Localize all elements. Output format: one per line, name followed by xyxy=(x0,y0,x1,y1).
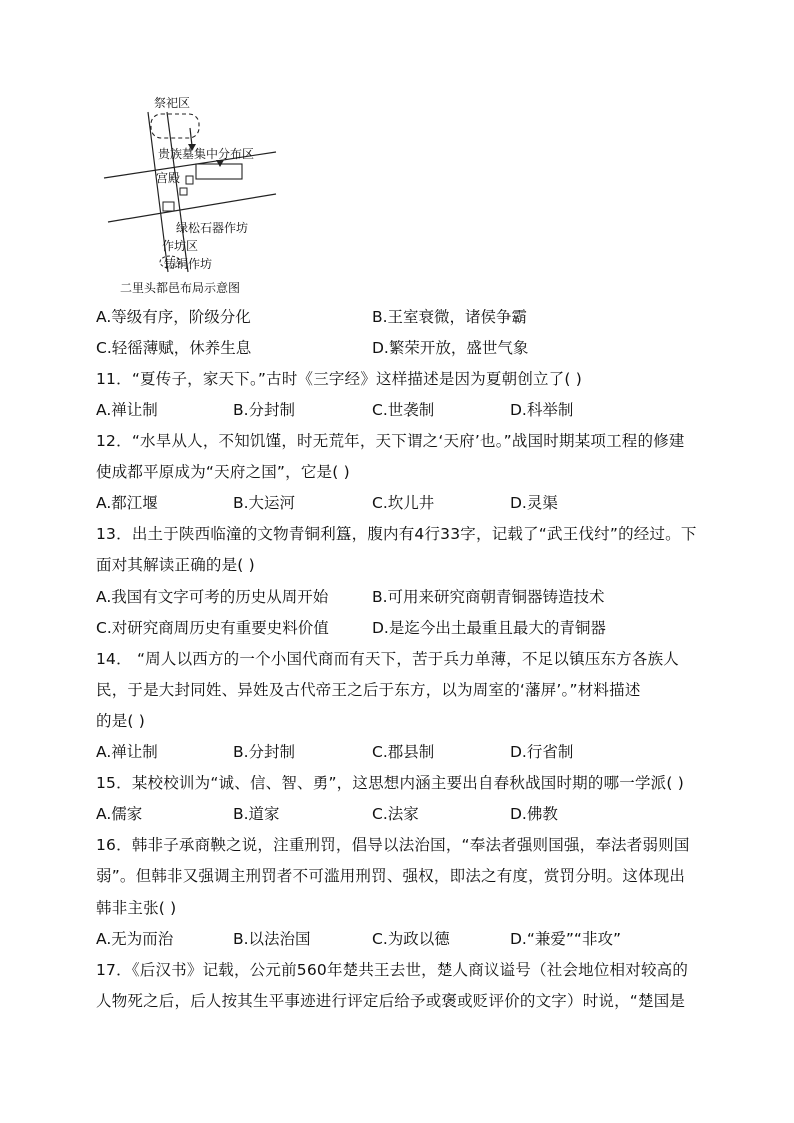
q11-option-c: C.世袭制 xyxy=(372,401,435,419)
q12-stem-line1: 12．“水旱从人，不知饥馑，时无荒年，天下谓之‘天府’也。”战国时期某项工程的修建 xyxy=(96,432,685,450)
q13-stem-line1: 13．出土于陕西临潼的文物青铜利簋，腹内有4行33字，记载了“武王伐纣”的经过。下 xyxy=(96,525,697,543)
q15-stem: 15．某校校训为“诚、信、智、勇”，这思想内涵主要出自春秋战国时期的哪一学派( ) xyxy=(96,774,685,792)
sacrificial-area-label: 祭祀区 xyxy=(154,96,191,110)
q15-option-d: D.佛教 xyxy=(510,805,558,823)
q14-option-a: A.禅让制 xyxy=(96,743,158,761)
workshop-area-label: 作坊区 xyxy=(162,239,199,253)
q13-option-b: B.可用来研究商朝青铜器铸造技术 xyxy=(372,588,605,606)
bronze-casting-label: 铸铜作坊 xyxy=(164,257,213,271)
q11-option-d: D.科举制 xyxy=(510,401,574,419)
q14-stem-line1: 14． “周人以西方的一个小国代商而有天下，苦于兵力单薄，不足以镇压东方各族人 xyxy=(96,650,679,668)
erlitou-layout-figure xyxy=(96,90,286,300)
q11-option-a: A.禅让制 xyxy=(96,401,158,419)
palace-label: 宫殿 xyxy=(156,171,181,185)
q16-stem-line2: 弱”。但韩非又强调主刑罚者不可滥用刑罚、强权，即法之有度，赏罚分明。这体现出 xyxy=(96,867,686,885)
q14-option-c: C.郡县制 xyxy=(372,743,435,761)
q10-option-b: B.王室衰微，诸侯争霸 xyxy=(372,308,528,326)
q16-option-b: B.以法治国 xyxy=(233,930,311,948)
q12-option-c: C.坎儿井 xyxy=(372,494,435,512)
q12-option-b: B.大运河 xyxy=(233,494,296,512)
q10-option-a: A.等级有序，阶级分化 xyxy=(96,308,251,326)
q12-option-a: A.都江堰 xyxy=(96,494,158,512)
turquoise-workshop-label: 绿松石器作坊 xyxy=(176,221,249,235)
q15-option-b: B.道家 xyxy=(233,805,280,823)
q16-option-c: C.为政以德 xyxy=(372,930,450,948)
q10-option-d: D.繁荣开放，盛世气象 xyxy=(372,339,529,357)
q13-option-d: D.是迄今出土最重且最大的青铜器 xyxy=(372,619,606,637)
q14-option-b: B.分封制 xyxy=(233,743,296,761)
q13-option-c: C.对研究商周历史有重要史料价值 xyxy=(96,619,329,637)
q14-option-d: D.行省制 xyxy=(510,743,574,761)
q17-stem-line2: 人物死之后，后人按其生平事迹进行评定后给予或褒或贬评价的文字）时说，“楚国是 xyxy=(96,992,686,1010)
q16-stem-line1: 16．韩非子承商鞅之说，注重刑罚，倡导以法治国，“奉法者强则国强，奉法者弱则国 xyxy=(96,836,690,854)
q13-option-a: A.我国有文字可考的历史从周开始 xyxy=(96,588,329,606)
q12-option-d: D.灵渠 xyxy=(510,494,558,512)
q15-option-a: A.儒家 xyxy=(96,805,143,823)
q12-stem-line2: 使成都平原成为“天府之国”，它是( ) xyxy=(96,463,350,481)
q16-stem-line3: 韩非主张( ) xyxy=(96,899,177,917)
figure-caption: 二里头都邑布局示意图 xyxy=(120,281,241,295)
q10-option-c: C.轻徭薄赋，休养生息 xyxy=(96,339,252,357)
noble-tombs-label: 贵族墓集中分布区 xyxy=(158,147,255,161)
q11-stem: 11．“夏传子，家天下。”古时《三字经》这样描述是因为夏朝创立了( ) xyxy=(96,370,583,388)
q16-option-d: D.“兼爱”“非攻” xyxy=(510,930,621,948)
q11-option-b: B.分封制 xyxy=(233,401,296,419)
q15-option-c: C.法家 xyxy=(372,805,419,823)
q16-option-a: A.无为而治 xyxy=(96,930,174,948)
q17-stem-line1: 17．《后汉书》记载，公元前560年楚共王去世，楚人商议谥号（社会地位相对较高的 xyxy=(96,961,689,979)
q13-stem-line2: 面对其解读正确的是( ) xyxy=(96,556,255,574)
q14-stem-line2: 民，于是大封同姓、异姓及古代帝王之后于东方，以为周室的‘藩屏’。”材料描述 xyxy=(96,681,641,699)
q14-stem-line3: 的是( ) xyxy=(96,712,146,730)
